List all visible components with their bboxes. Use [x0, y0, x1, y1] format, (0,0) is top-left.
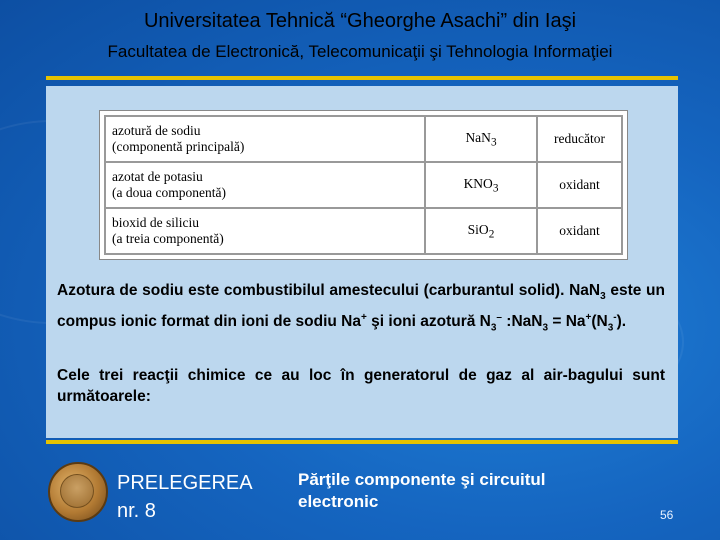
subscript: 3 [600, 291, 606, 303]
component-formula [425, 162, 537, 208]
chapter-title: Părţile componente şi circuitul electronic [298, 470, 546, 511]
formula-base: SiO [467, 221, 489, 237]
text: = Na [548, 313, 586, 331]
text: şi ioni azotură N [366, 313, 491, 331]
text: este un compus ionic format din ioni de sodiu Na [57, 282, 665, 331]
table-row [105, 116, 622, 162]
components-table [104, 115, 623, 255]
lecture-title: PRELEGEREA [117, 472, 253, 494]
table-row [105, 162, 622, 208]
subscript: 3 [542, 322, 549, 334]
text: Azotura de sodiu este combustibilul amestecului (carburantul solid). NaN [57, 282, 601, 299]
component-role: reducător [537, 116, 622, 162]
formula-subscript: 3 [490, 136, 497, 149]
component-name-line2: (componentă principală) [112, 139, 245, 154]
lecture-number: nr. 8 [117, 500, 156, 522]
components-table-frame [99, 110, 628, 260]
accent-bar-bottom [46, 440, 678, 444]
formula-subscript: 3 [492, 182, 499, 195]
component-name [105, 116, 425, 162]
component-name-line2: (a doua componentă) [112, 185, 226, 200]
reactions-intro-paragraph: Cele trei reacţii chimice ce au loc în generatorul de gaz al air-bagului sunt următoarele: [57, 367, 665, 405]
component-name-line1: azotură de sodiu [112, 123, 201, 138]
formula-subscript: 2 [488, 228, 495, 241]
accent-bar-top [46, 76, 678, 80]
superscript: + [361, 312, 367, 324]
component-role: oxidant [537, 208, 622, 254]
lecture-label [117, 469, 253, 525]
faculty-subtitle: Facultatea de Electronică, Telecomunicaţii şi Tehnologia Informaţiei [107, 42, 613, 61]
component-name-line1: bioxid de siliciu [112, 215, 199, 230]
text: (N [591, 313, 608, 331]
component-name-line1: azotat de potasiu [112, 169, 203, 184]
superscript: - [613, 312, 617, 324]
component-name-line2: (a treia componentă) [112, 231, 224, 246]
university-title: Universitatea Tehnică “Gheorghe Asachi” din Iaşi [143, 10, 577, 32]
superscript: – [496, 312, 502, 324]
sodium-azide-paragraph [57, 280, 665, 338]
table-row [105, 208, 622, 254]
formula-base: NaN [465, 129, 491, 145]
subscript: 3 [490, 322, 497, 334]
subscript: 3 [607, 322, 614, 334]
text: ). [616, 313, 627, 331]
formula-base: KNO [463, 175, 493, 191]
component-formula [425, 116, 537, 162]
medal-portrait [60, 474, 94, 508]
slide-number: 56 [660, 508, 674, 522]
component-formula [425, 208, 537, 254]
text: :NaN [501, 313, 543, 331]
superscript: + [585, 312, 592, 324]
component-name [105, 208, 425, 254]
component-role: oxidant [537, 162, 622, 208]
component-name [105, 162, 425, 208]
university-medal-logo [48, 462, 108, 522]
